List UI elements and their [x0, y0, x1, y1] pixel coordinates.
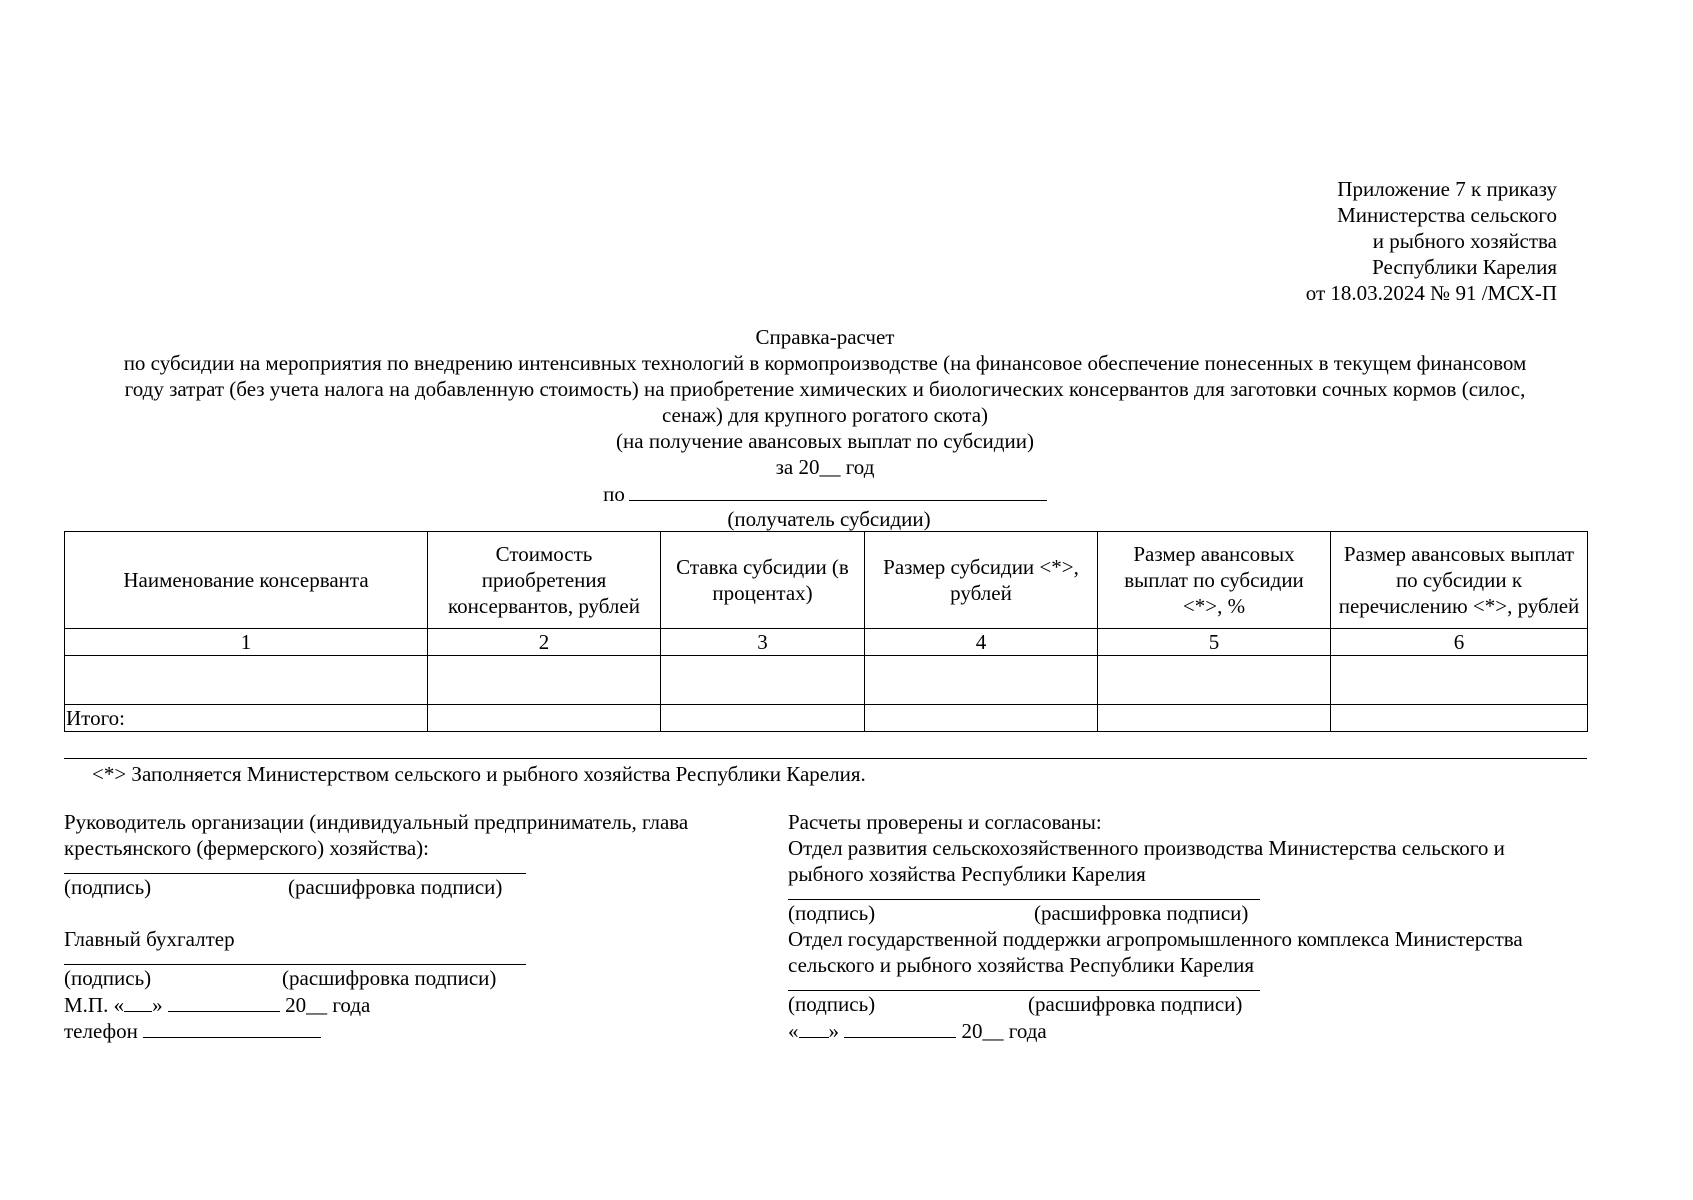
column-header: Наименование консерванта [65, 532, 428, 629]
approval-date-line: « » 20__ года [788, 1019, 1047, 1043]
column-number-row [65, 629, 1588, 656]
document-heading: Справка-расчет [755, 325, 895, 349]
table-cell[interactable] [1098, 656, 1331, 705]
appendix-line: Республики Карелия [1372, 255, 1557, 279]
decode-label: (расшифровка подписи) [282, 966, 497, 990]
recipient-caption: (получатель субсидии) [727, 507, 931, 531]
phone-label: телефон [64, 1019, 138, 1043]
day-field[interactable] [799, 1017, 829, 1038]
department-line: Отдел государственной поддержки агропромышленного комплекса Министерства [788, 927, 1523, 951]
total-cell[interactable] [661, 705, 865, 732]
signature-caption [788, 900, 1608, 926]
department-line: рыбного хозяйства Республики Карелия [788, 862, 1146, 886]
table-cell[interactable] [661, 656, 865, 705]
column-number: 2 [428, 629, 661, 656]
total-label: Итого: [65, 705, 428, 732]
month-field[interactable] [168, 991, 280, 1012]
column-header: Размер субсидии <*>, рублей [865, 532, 1098, 629]
purpose-line: (на получение авансовых выплат по субсидии) [616, 429, 1034, 453]
ministry-approval [788, 809, 1608, 1043]
head-title-line: крестьянского (фермерского) хозяйства): [64, 836, 429, 860]
signature-label: (подпись) [64, 966, 152, 990]
appendix-line: Министерства сельского [1337, 203, 1557, 227]
day-field[interactable] [124, 991, 152, 1012]
stamp-date-line: М.П. « » 20__ года [64, 993, 371, 1017]
column-number: 6 [1331, 629, 1588, 656]
total-row [65, 705, 1588, 732]
appendix-line: и рыбного хозяйства [1372, 229, 1557, 253]
subject-line: году затрат (без учета налога на добавленную стоимость) на приобретение химических и биологических консервантов для заготовки сочных кормов (силос, [124, 377, 1526, 401]
decode-label: (расшифровка подписи) [1034, 901, 1249, 925]
head-title-line: Руководитель организации (индивидуальный предприниматель, глава [64, 810, 689, 834]
subject-line: сенаж) для крупного рогатого скота) [661, 403, 989, 427]
table-cell[interactable] [865, 656, 1098, 705]
total-cell[interactable] [865, 705, 1098, 732]
appendix-line: Приложение 7 к приказу [1337, 177, 1557, 201]
total-cell[interactable] [1098, 705, 1331, 732]
column-number: 4 [865, 629, 1098, 656]
department-line: Отдел развития сельскохозяйственного производства Министерства сельского и [788, 836, 1505, 860]
column-number: 5 [1098, 629, 1331, 656]
signature-caption [64, 965, 764, 991]
phone-line [64, 1017, 764, 1043]
calculation-table [64, 531, 1588, 732]
decode-label: (расшифровка подписи) [288, 875, 503, 899]
table-header-row [65, 532, 1588, 629]
accountant-label: Главный бухгалтер [64, 927, 235, 951]
total-cell[interactable] [1331, 705, 1588, 732]
year-line: за 20__ год [775, 455, 875, 479]
month-field[interactable] [844, 1017, 956, 1038]
table-cell[interactable] [428, 656, 661, 705]
table-row [65, 656, 1588, 705]
recipient-field[interactable] [629, 480, 1047, 501]
document-title-block [60, 324, 1590, 532]
table-cell[interactable] [1331, 656, 1588, 705]
column-number: 3 [661, 629, 865, 656]
signature-label: (подпись) [64, 875, 152, 899]
signature-caption [788, 991, 1608, 1017]
signature-caption [64, 874, 764, 900]
approval-heading: Расчеты проверены и согласованы: [788, 810, 1102, 834]
column-header: Ставка субсидии (в процентах) [661, 532, 865, 629]
table-cell[interactable] [65, 656, 428, 705]
column-header: Размер авансовых выплат по субсидии к перечислению <*>, рублей [1331, 532, 1588, 629]
signature-label: (подпись) [788, 901, 876, 925]
appendix-line: от 18.03.2024 № 91 /МСХ-П [1305, 281, 1557, 305]
applicant-signatures [64, 809, 764, 1043]
total-cell[interactable] [428, 705, 661, 732]
po-label: по [603, 482, 625, 506]
footnote-divider [64, 758, 1587, 759]
recipient-line [60, 480, 1590, 506]
footnote: <*> Заполняется Министерством сельского и рыбного хозяйства Республики Карелия. [92, 762, 866, 786]
appendix-reference [997, 176, 1557, 306]
signature-label: (подпись) [788, 992, 876, 1016]
subject-line: по субсидии на мероприятия по внедрению интенсивных технологий в кормопроизводстве (на финансовое обеспечение понесенных в текущем финансовом [123, 351, 1527, 375]
column-header: Стоимость приобретения консервантов, рублей [428, 532, 661, 629]
decode-label: (расшифровка подписи) [1028, 992, 1243, 1016]
phone-field[interactable] [143, 1017, 321, 1038]
column-number: 1 [65, 629, 428, 656]
column-header: Размер авансовых выплат по субсидии <*>, % [1098, 532, 1331, 629]
department-line: сельского и рыбного хозяйства Республики Карелия [788, 953, 1255, 977]
